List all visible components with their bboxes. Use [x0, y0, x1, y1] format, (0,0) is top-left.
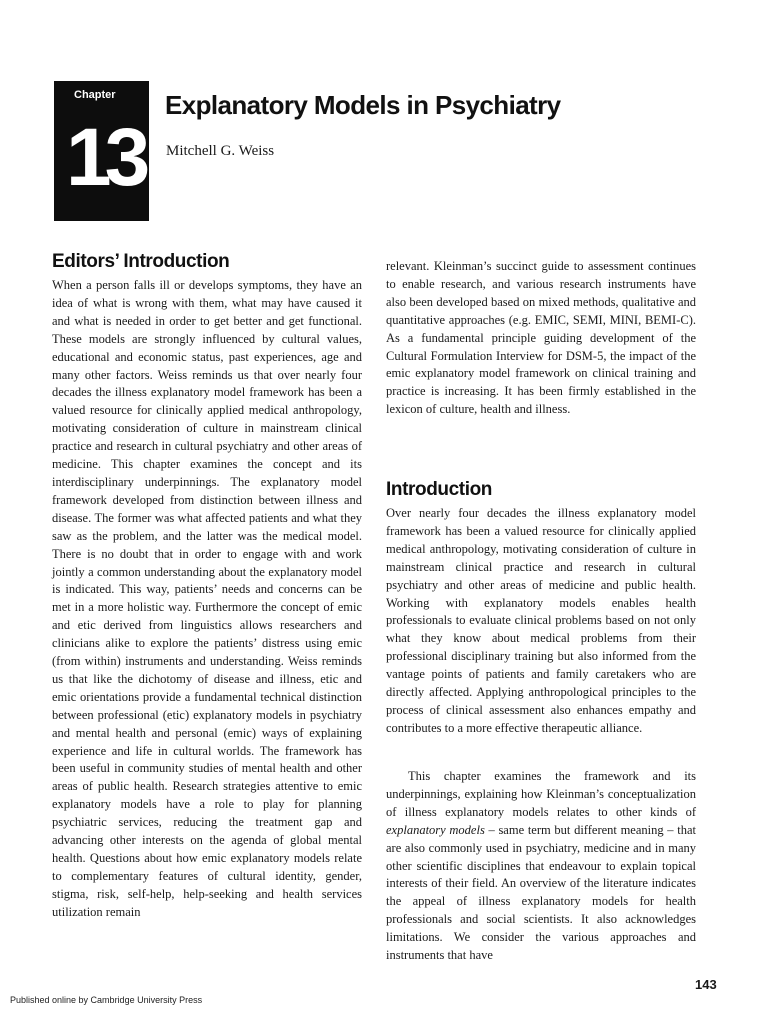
- page-number: 143: [695, 977, 717, 992]
- introduction-paragraph-2-part-2: – same term but different meaning – that are also commonly used in psychiatry, medicine and in many other scientific disciplines that endeavour to explain topical interests of their field. An overview of the literature indicates the appeal of illness explanatory models for health professionals and social scientists. It also acknowledges limitations. We consider the various approaches and instruments that have: [386, 822, 696, 963]
- introduction-paragraph-2: [386, 768, 696, 965]
- editors-intro-continuation: relevant. Kleinman’s succinct guide to assessment continues to enable research, and various research instruments have also been developed based on mixed methods, qualitative and quantitative approaches (e.g. EMIC, SEMI, MINI, BEMI-C). As a fundamental principle guiding development of the Cultural Formulation Interview for DSM-5, the impact of the emic explanatory model framework on clinical training and practice is increasing. It has been firmly established in the lexicon of culture, health and illness.: [386, 259, 696, 417]
- chapter-label: Chapter: [74, 89, 116, 101]
- introduction-paragraph-1: Over nearly four decades the illness explanatory model framework has been a valued resource for clinically applied medical anthropology, motivating consideration of culture in mainstream clinical practice and research in cultural psychiatry and other areas of medicine and public health. Working with explanatory models enables health professionals to evaluate clinical problems based on not only what they know about medical problems from their professional disciplinary training but also informed from the vantage points of patients and family caretakers who are directly affected. Applying anthropological principles to the process of clinical assessment also enhances empathy and contributes to a more effective therapeutic alliance.: [386, 506, 696, 735]
- chapter-number-block: [54, 81, 149, 221]
- author-name: Mitchell G. Weiss: [166, 143, 275, 159]
- introduction-paragraph-2-part-1: This chapter examines the framework and its underpinnings, explaining how Kleinman’s conceptualization of illness explanatory models relates to other kinds of: [386, 769, 696, 819]
- editors-intro-body: When a person falls ill or develops symptoms, they have an idea of what is wrong with them, what may have caused it and what is needed in order to get better and get functional. These models are strongly influenced by cultural values, educational and economic status, past experiences, age and many other factors. Weiss reminds us that over nearly four decades the illness explanatory model framework has been a valued resource for clinically applied medical anthropology, motivating consideration of culture in mainstream clinical practice and research in cultural psychiatry and other areas of medicine. This chapter examines the concept and its interdisciplinary underpinnings. The explanatory model framework developed from distinction between illness and disease. The former was what affected patients and what they saw as the problem, and the latter was the medical model. There is no doubt that in order to engage with and work jointly a common understanding about the explanatory model is indicated. This way, patients’ needs and concerns can be met in a more holistic way. Furthermore the concept of emic and etic derived from linguistics allows researchers and clinicians alike to explore the patients’ distress using emic (from within) instruments and understanding. Weiss reminds us that like the dichotomy of disease and illness, etic and emic orientations provide a fundamental technical distinction between professional (etic) explanatory models in psychiatry and mental health and personal (emic) ways of explaining experience and life in cultural worlds. The framework has been useful in community studies of mental health and other areas of public health. Research strategies attentive to emic explanatory models have a role to play for planning psychiatric services, reducing the treatment gap and advancing other interests on the agenda of global mental health. Questions about how emic explanatory models relate to complementary features of cultural identity, gender, stigma, risk, self-help, help-seeking and health services utilization remain: [52, 278, 362, 919]
- chapter-title: Explanatory Models in Psychiatry: [165, 90, 561, 120]
- published-online-note: Published online by Cambridge University Press: [10, 995, 203, 1005]
- chapter-number: 13: [66, 112, 144, 203]
- editors-intro-heading: Editors’ Introduction: [52, 251, 230, 272]
- explanatory-models-emphasis: explanatory models: [386, 822, 485, 837]
- introduction-heading: Introduction: [386, 479, 493, 500]
